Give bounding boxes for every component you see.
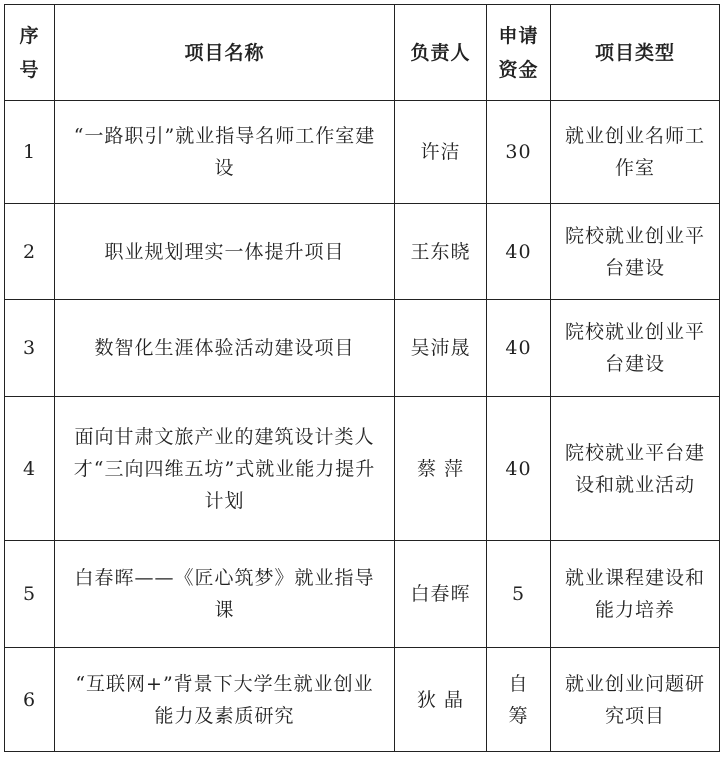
- row-funding: 30: [487, 101, 551, 204]
- row-project-name: 职业规划理实一体提升项目: [55, 204, 395, 300]
- header-type-text: 项目类型: [594, 41, 675, 64]
- header-leader-text: 负责人: [410, 41, 471, 64]
- row-index: 6: [5, 648, 55, 752]
- header-index: [5, 5, 55, 101]
- header-leader: [395, 5, 487, 101]
- table-row: [5, 541, 720, 648]
- table-row: [5, 204, 720, 300]
- header-name: [55, 5, 395, 101]
- row-project-type: 就业创业问题研究项目: [551, 648, 720, 752]
- row-index: 5: [5, 541, 55, 648]
- row-project-type: 院校就业创业平台建设: [551, 300, 720, 397]
- table-row: [5, 397, 720, 541]
- header-name-text: 项目名称: [184, 41, 265, 64]
- row-funding: 40: [487, 204, 551, 300]
- row-funding: 40: [487, 397, 551, 541]
- row-leader: 吴沛晟: [395, 300, 487, 397]
- row-leader: 许洁: [395, 101, 487, 204]
- row-index: 2: [5, 204, 55, 300]
- table-row: [5, 300, 720, 397]
- table-row: [5, 648, 720, 752]
- row-leader: 白春晖: [395, 541, 487, 648]
- row-funding: 5: [487, 541, 551, 648]
- header-type: [551, 5, 720, 101]
- row-project-name: 白春晖——《匠心筑梦》就业指导课: [55, 541, 395, 648]
- header-index-text: 序号: [19, 24, 40, 81]
- row-leader: 王东晓: [395, 204, 487, 300]
- row-project-name: 数智化生涯体验活动建设项目: [55, 300, 395, 397]
- row-index: 3: [5, 300, 55, 397]
- row-project-type: 就业创业名师工作室: [551, 101, 720, 204]
- row-project-type: 院校就业创业平台建设: [551, 204, 720, 300]
- row-project-name: “互联网+”背景下大学生就业创业能力及素质研究: [55, 648, 395, 752]
- row-project-name: “一路职引”就业指导名师工作室建设: [55, 101, 395, 204]
- row-project-type: 院校就业平台建设和就业活动: [551, 397, 720, 541]
- row-funding: 自筹: [487, 648, 551, 752]
- header-row: [5, 5, 720, 101]
- project-table: [4, 4, 720, 752]
- row-leader: 蔡 萍: [395, 397, 487, 541]
- row-project-type: 就业课程建设和能力培养: [551, 541, 720, 648]
- row-index: 1: [5, 101, 55, 204]
- row-project-name: 面向甘肃文旅产业的建筑设计类人才“三向四维五坊”式就业能力提升计划: [55, 397, 395, 541]
- header-funding: [487, 5, 551, 101]
- row-index: 4: [5, 397, 55, 541]
- row-funding: 40: [487, 300, 551, 397]
- header-funding-text: 申请资金: [498, 24, 539, 81]
- row-leader: 狄 晶: [395, 648, 487, 752]
- table-row: [5, 101, 720, 204]
